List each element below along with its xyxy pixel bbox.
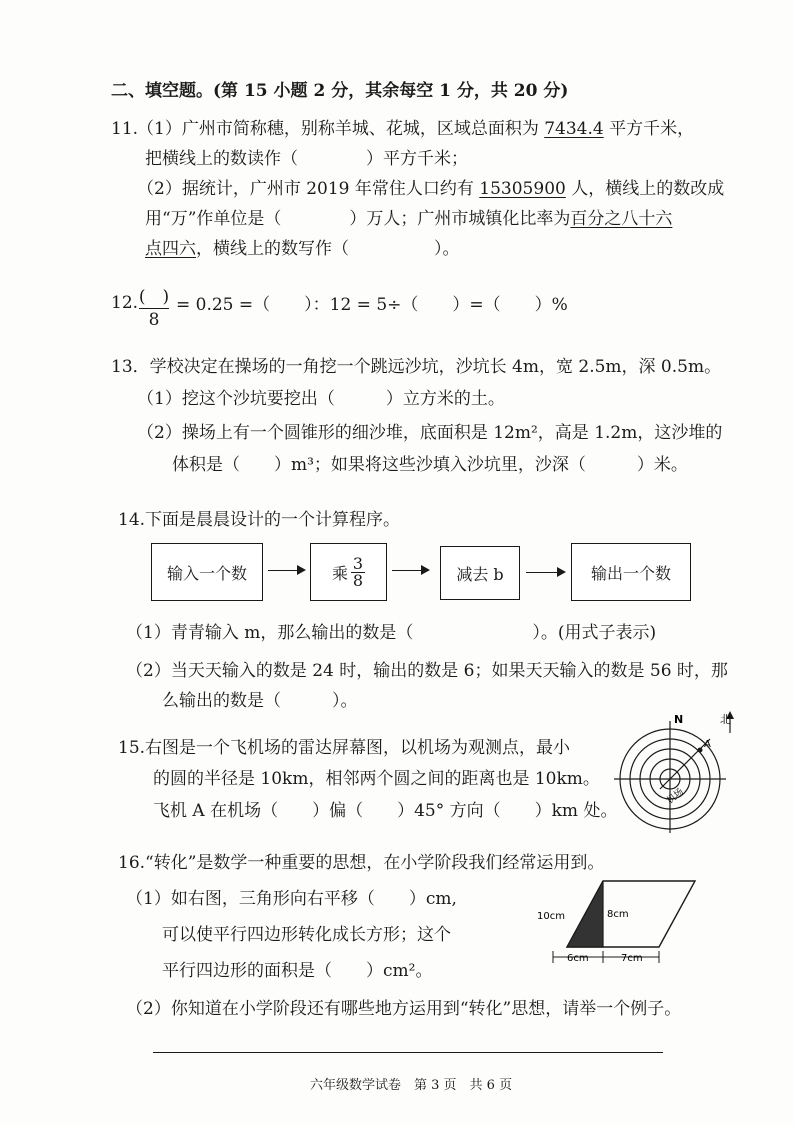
radar-a-label: A xyxy=(704,739,711,750)
q15-line1: 15.右图是一个飞机场的雷达屏幕图，以机场为观测点，最小 xyxy=(118,738,571,758)
q14-sub2-line1: （2）当天天输入的数是 24 时，输出的数是 6；如果天天输入的数是 56 时，那 xyxy=(126,661,728,681)
q16-sub1-line2: 可以使平行四边形转化成长方形；这个 xyxy=(162,925,451,945)
q11-area-value: 7434.4 xyxy=(544,119,604,139)
q13-line3: （2）操场上有一个圆锥形的细沙堆，底面积是 12m²，高是 1.2m，这沙堆的 xyxy=(137,423,723,443)
fig-label-10cm: 10cm xyxy=(537,911,565,922)
flow-arrow-2 xyxy=(392,570,428,571)
flow-box-multiply: 乘 $\frac{3}{8}$ xyxy=(310,543,387,601)
q11-number: 11. xyxy=(111,119,139,139)
radar-north-label: 北 xyxy=(720,713,731,726)
q16-line1: 16.“转化”是数学一种重要的思想，在小学阶段我们经常运用到。 xyxy=(118,853,605,873)
footer-page-info: 六年级数学试卷 第 3 页 共 6 页 xyxy=(310,1078,513,1093)
shaded-triangle xyxy=(567,881,603,947)
q16-sub1-line1: （1）如右图，三角形向右平移（ ）cm, xyxy=(126,889,457,909)
radar-n-label: N xyxy=(674,713,684,726)
footer-rule xyxy=(153,1052,663,1053)
q12-number: 12. xyxy=(111,293,139,313)
q14-line1: 14.下面是晨晨设计的一个计算程序。 xyxy=(118,510,401,530)
flow-box-output: 输出一个数 xyxy=(571,543,691,601)
flow-arrow-1 xyxy=(268,570,304,571)
q11-part1-line2: 把横线上的数读作（ ）平方千米； xyxy=(145,149,468,169)
section-title: 二、填空题。(第 15 小题 2 分，其余每空 1 分，共 20 分) xyxy=(111,81,569,101)
q15-line2: 的圆的半径是 10km，相邻两个圆之间的距离也是 10km。 xyxy=(153,769,600,789)
q15-line3: 飞机 A 在机场（ ）偏（ ）45° 方向（ ）km 处。 xyxy=(153,801,618,821)
q13-line2: （1）挖这个沙坑要挖出（ ）立方米的土。 xyxy=(137,389,505,409)
radar-airport-label: 机场 xyxy=(665,786,686,807)
q13-line4: 体积是（ ）m³；如果将这些沙填入沙坑里，沙深（ ）米。 xyxy=(172,455,688,475)
q11-part1-line1: （1）广州市简称穗，别称羊城、花城，区域总面积为 7434.4 平方千米， xyxy=(137,119,695,139)
flow-fraction: $\frac{3}{8}$ xyxy=(352,553,364,590)
q11-part2-line3: 点四六，横线上的数写作（ ）。 xyxy=(145,239,460,259)
q16-sub1-line3: 平行四边形的面积是（ ）cm²。 xyxy=(162,961,433,981)
q11-population-value: 15305900 xyxy=(479,179,566,199)
flow-box-input: 输入一个数 xyxy=(151,543,263,601)
fig-label-8cm: 8cm xyxy=(607,909,629,920)
q12-equation: = 0.25 =（ ）：12 = 5÷（ ）=（ ）% xyxy=(176,295,568,315)
fig-label-6cm: 6cm xyxy=(567,953,589,964)
q13-line1: 13．学校决定在操场的一角挖一个跳远沙坑，沙坑长 4m，宽 2.5m，深 0.5m。 xyxy=(111,357,722,377)
plane-a-point xyxy=(698,748,703,753)
flow-arrow-3 xyxy=(526,572,564,573)
q16-sub2: （2）你知道在小学阶段还有哪些地方运用到“转化”思想，请举一个例子。 xyxy=(126,999,682,1019)
flow-box-subtract: 减去 b xyxy=(440,546,520,600)
q11-part2-line2: 用“万”作单位是（ ）万人；广州市城镇化比率为百分之八十六 xyxy=(145,209,673,229)
q14-sub2-line2: 么输出的数是（ ）。 xyxy=(162,691,358,711)
fig-label-7cm: 7cm xyxy=(621,953,643,964)
parallelogram-diagram xyxy=(535,875,725,970)
q14-sub1: （1）青青输入 m，那么输出的数是（ ）。(用式子表示) xyxy=(126,623,657,643)
q12-fraction: ( ) 8 xyxy=(138,287,170,330)
q11-part2-line1: （2）据统计，广州市 2019 年常住人口约有 15305900 人，横线上的数改成 xyxy=(137,179,725,199)
radar-diagram xyxy=(612,705,742,835)
